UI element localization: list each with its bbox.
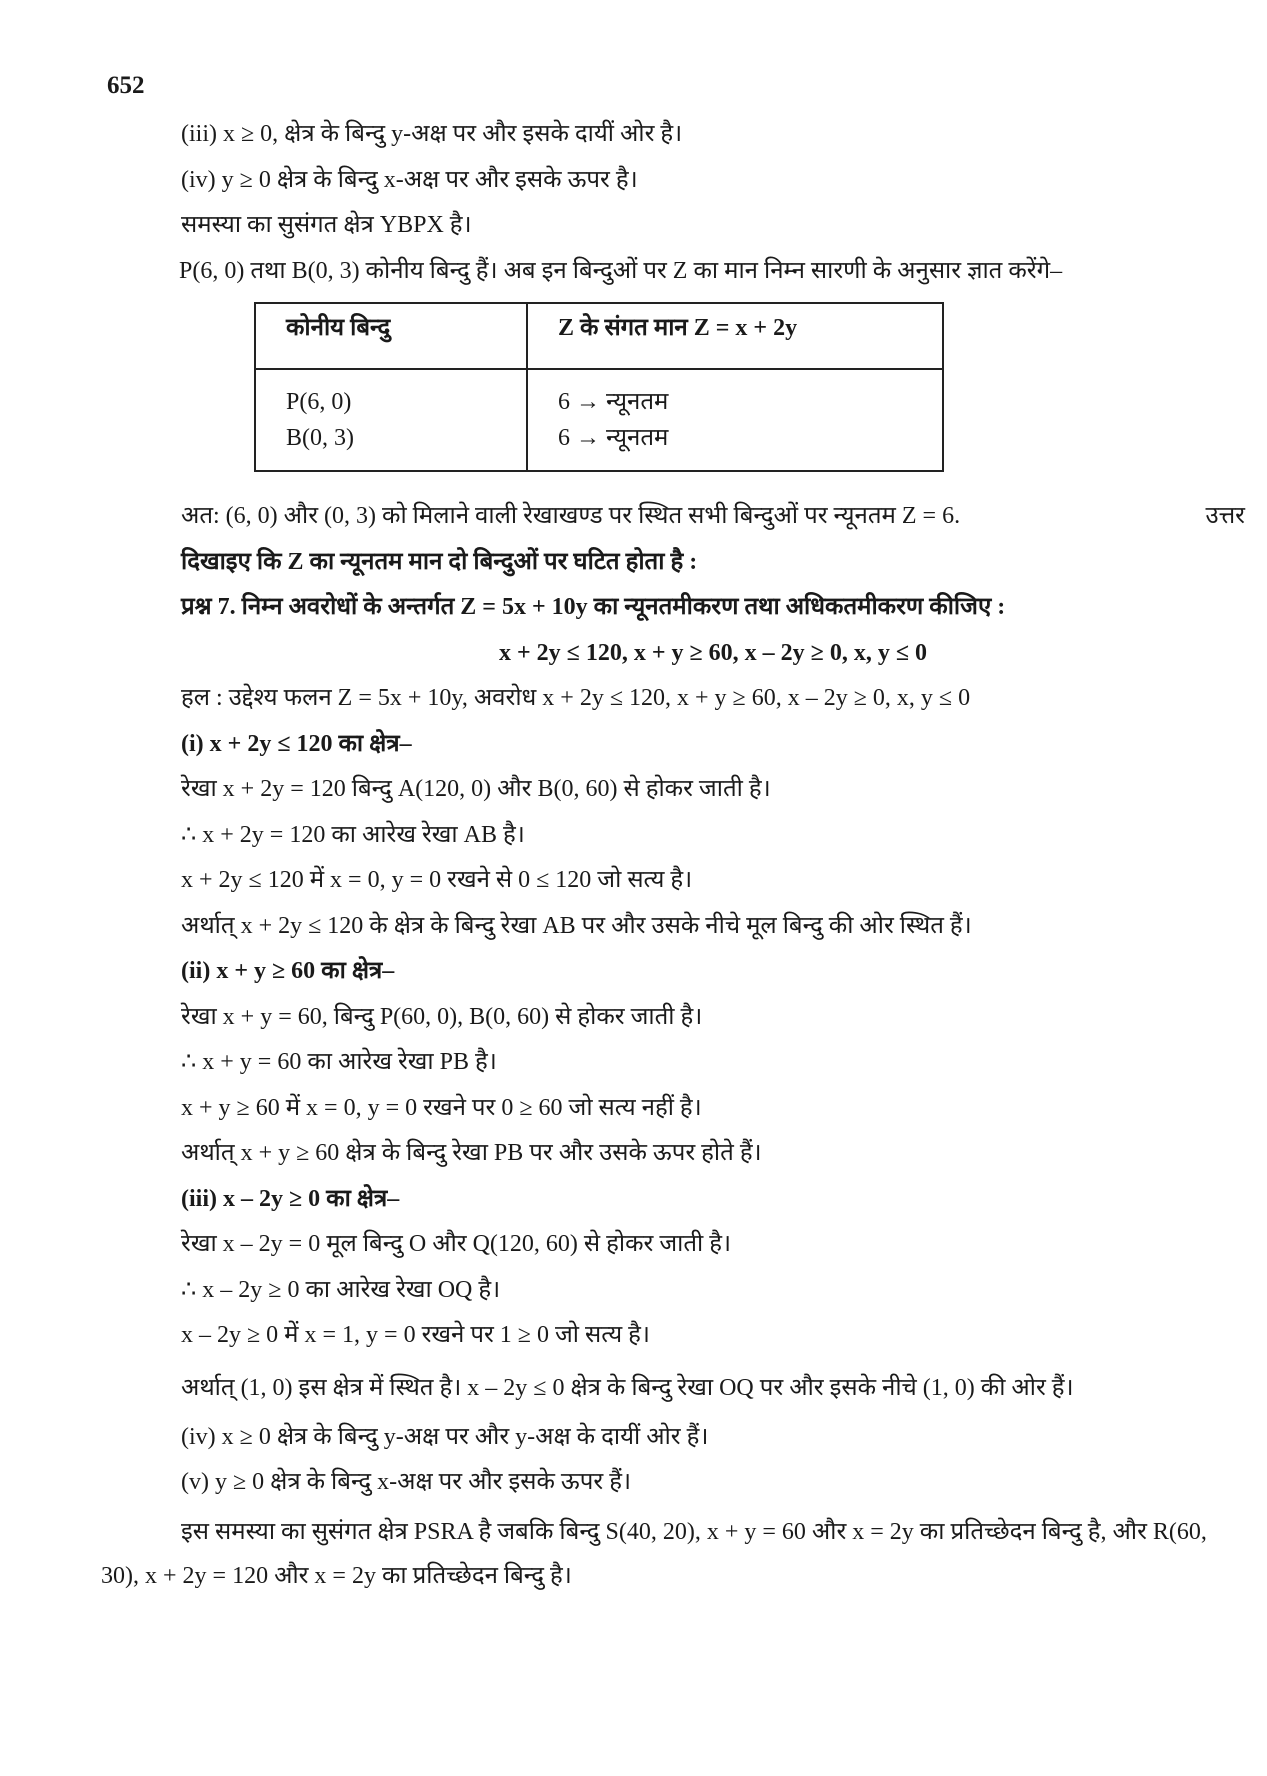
table-cell [527,369,943,471]
part1-heading: (i) x + 2y ≤ 120 का क्षेत्र– [181,730,412,757]
table-cell [255,369,527,471]
z-value: 6 → न्यूनतम [558,389,669,415]
text-line: ∴ x – 2y ≥ 0 का आरेख रेखा OQ है। [181,1276,501,1303]
question-heading: प्रश्न 7. निम्न अवरोधों के अन्तर्गत Z = 5x + 10y का न्यूनतमीकरण तथा अधिकतमीकरण कीजिए : [181,594,1006,620]
text-line: (iii) x ≥ 0, क्षेत्र के बिन्दु y-अक्ष पर और इसके दायीं ओर है। [181,121,683,147]
show-heading: दिखाइए कि Z का न्यूनतम मान दो बिन्दुओं पर घटित होता है : [181,548,698,575]
text-line: x + y ≥ 60 में x = 0, y = 0 रखने पर 0 ≥ 60 जो सत्य नहीं है। [181,1094,702,1121]
conclusion-line [181,498,1245,544]
table-row [255,369,943,471]
text-line: ∴ x + 2y = 120 का आरेख रेखा AB है। [181,821,525,848]
part3-heading: (iii) x – 2y ≥ 0 का क्षेत्र– [181,1185,400,1212]
page-body [101,116,1245,1604]
text-line: समस्या का सुसंगत क्षेत्र YBPX है। [181,212,472,238]
corner-point: P(6, 0) [286,389,352,415]
corner-point: B(0, 3) [286,425,354,451]
constraints: x + 2y ≤ 120, x + y ≥ 60, x – 2y ≥ 0, x, y ≤ 0 [498,639,928,666]
corner-points-table [254,302,944,472]
text-line: (iv) y ≥ 0 क्षेत्र के बिन्दु x-अक्ष पर और इसके ऊपर है। [181,166,638,193]
text-paragraph: अर्थात् (1, 0) इस क्षेत्र में स्थित है। x – 2y ≤ 0 क्षेत्र के बिन्दु रेखा OQ पर और इसके नीचे (1, 0) की ओर हैं। [181,1374,1074,1401]
text-line: रेखा x + y = 60, बिन्दु P(60, 0), B(0, 60) से होकर जाती है। [181,1003,703,1030]
answer-label: उत्तर [1205,503,1245,529]
solution-line: हल : उद्देश्य फलन Z = 5x + 10y, अवरोध x + 2y ≤ 120, x + y ≥ 60, x – 2y ≥ 0, x, y ≤ 0 [181,685,971,711]
text-line: रेखा x – 2y = 0 मूल बिन्दु O और Q(120, 60) से होकर जाती है। [181,1231,732,1257]
text-line: रेखा x + 2y = 120 बिन्दु A(120, 0) और B(0, 60) से होकर जाती है। [181,776,771,802]
text-line: ∴ x + y = 60 का आरेख रेखा PB है। [181,1049,497,1075]
part2-heading: (ii) x + y ≥ 60 का क्षेत्र– [181,958,395,984]
conclusion-text: अत: (6, 0) और (0, 3) को मिलाने वाली रेखाखण्ड पर स्थित सभी बिन्दुओं पर न्यूनतम Z = 6. [181,503,961,529]
page-number: 652 [107,72,145,99]
table-header: कोनीय बिन्दु [255,303,527,369]
final-paragraph: इस समस्या का सुसंगत क्षेत्र PSRA है जबकि बिन्दु S(40, 20), x + y = 60 और x = 2y का प्रतिच्छेदन बिन्दु है, और R(60, 30), x + 2y = 120 और x = 2y का प्रतिच्छेदन बिन्दु है। [101,1518,1207,1589]
part4-line: (iv) x ≥ 0 क्षेत्र के बिन्दु y-अक्ष पर और y-अक्ष के दायीं ओर हैं। [181,1423,709,1450]
text-line: x – 2y ≥ 0 में x = 1, y = 0 रखने पर 1 ≥ 0 जो सत्य है। [181,1322,650,1348]
part5-line: (v) y ≥ 0 क्षेत्र के बिन्दु x-अक्ष पर और इसके ऊपर हैं। [181,1469,632,1495]
table-header-row [255,303,943,369]
text-line: अर्थात् x + 2y ≤ 120 के क्षेत्र के बिन्दु रेखा AB पर और उसके नीचे मूल बिन्दु की ओर स्थित हैं। [181,912,972,939]
text-line: P(6, 0) तथा B(0, 3) कोनीय बिन्दु हैं। अब इन बिन्दुओं पर Z का मान निम्न सारणी के अनुसार ज्ञात करेंगे– [179,257,1063,284]
table-header: Z के संगत मान Z = x + 2y [527,303,943,369]
text-line: x + 2y ≤ 120 में x = 0, y = 0 रखने से 0 ≤ 120 जो सत्य है। [181,867,693,893]
text-line: अर्थात् x + y ≥ 60 क्षेत्र के बिन्दु रेखा PB पर और उसके ऊपर होते हैं। [181,1140,762,1166]
z-value: 6 → न्यूनतम [558,425,669,451]
